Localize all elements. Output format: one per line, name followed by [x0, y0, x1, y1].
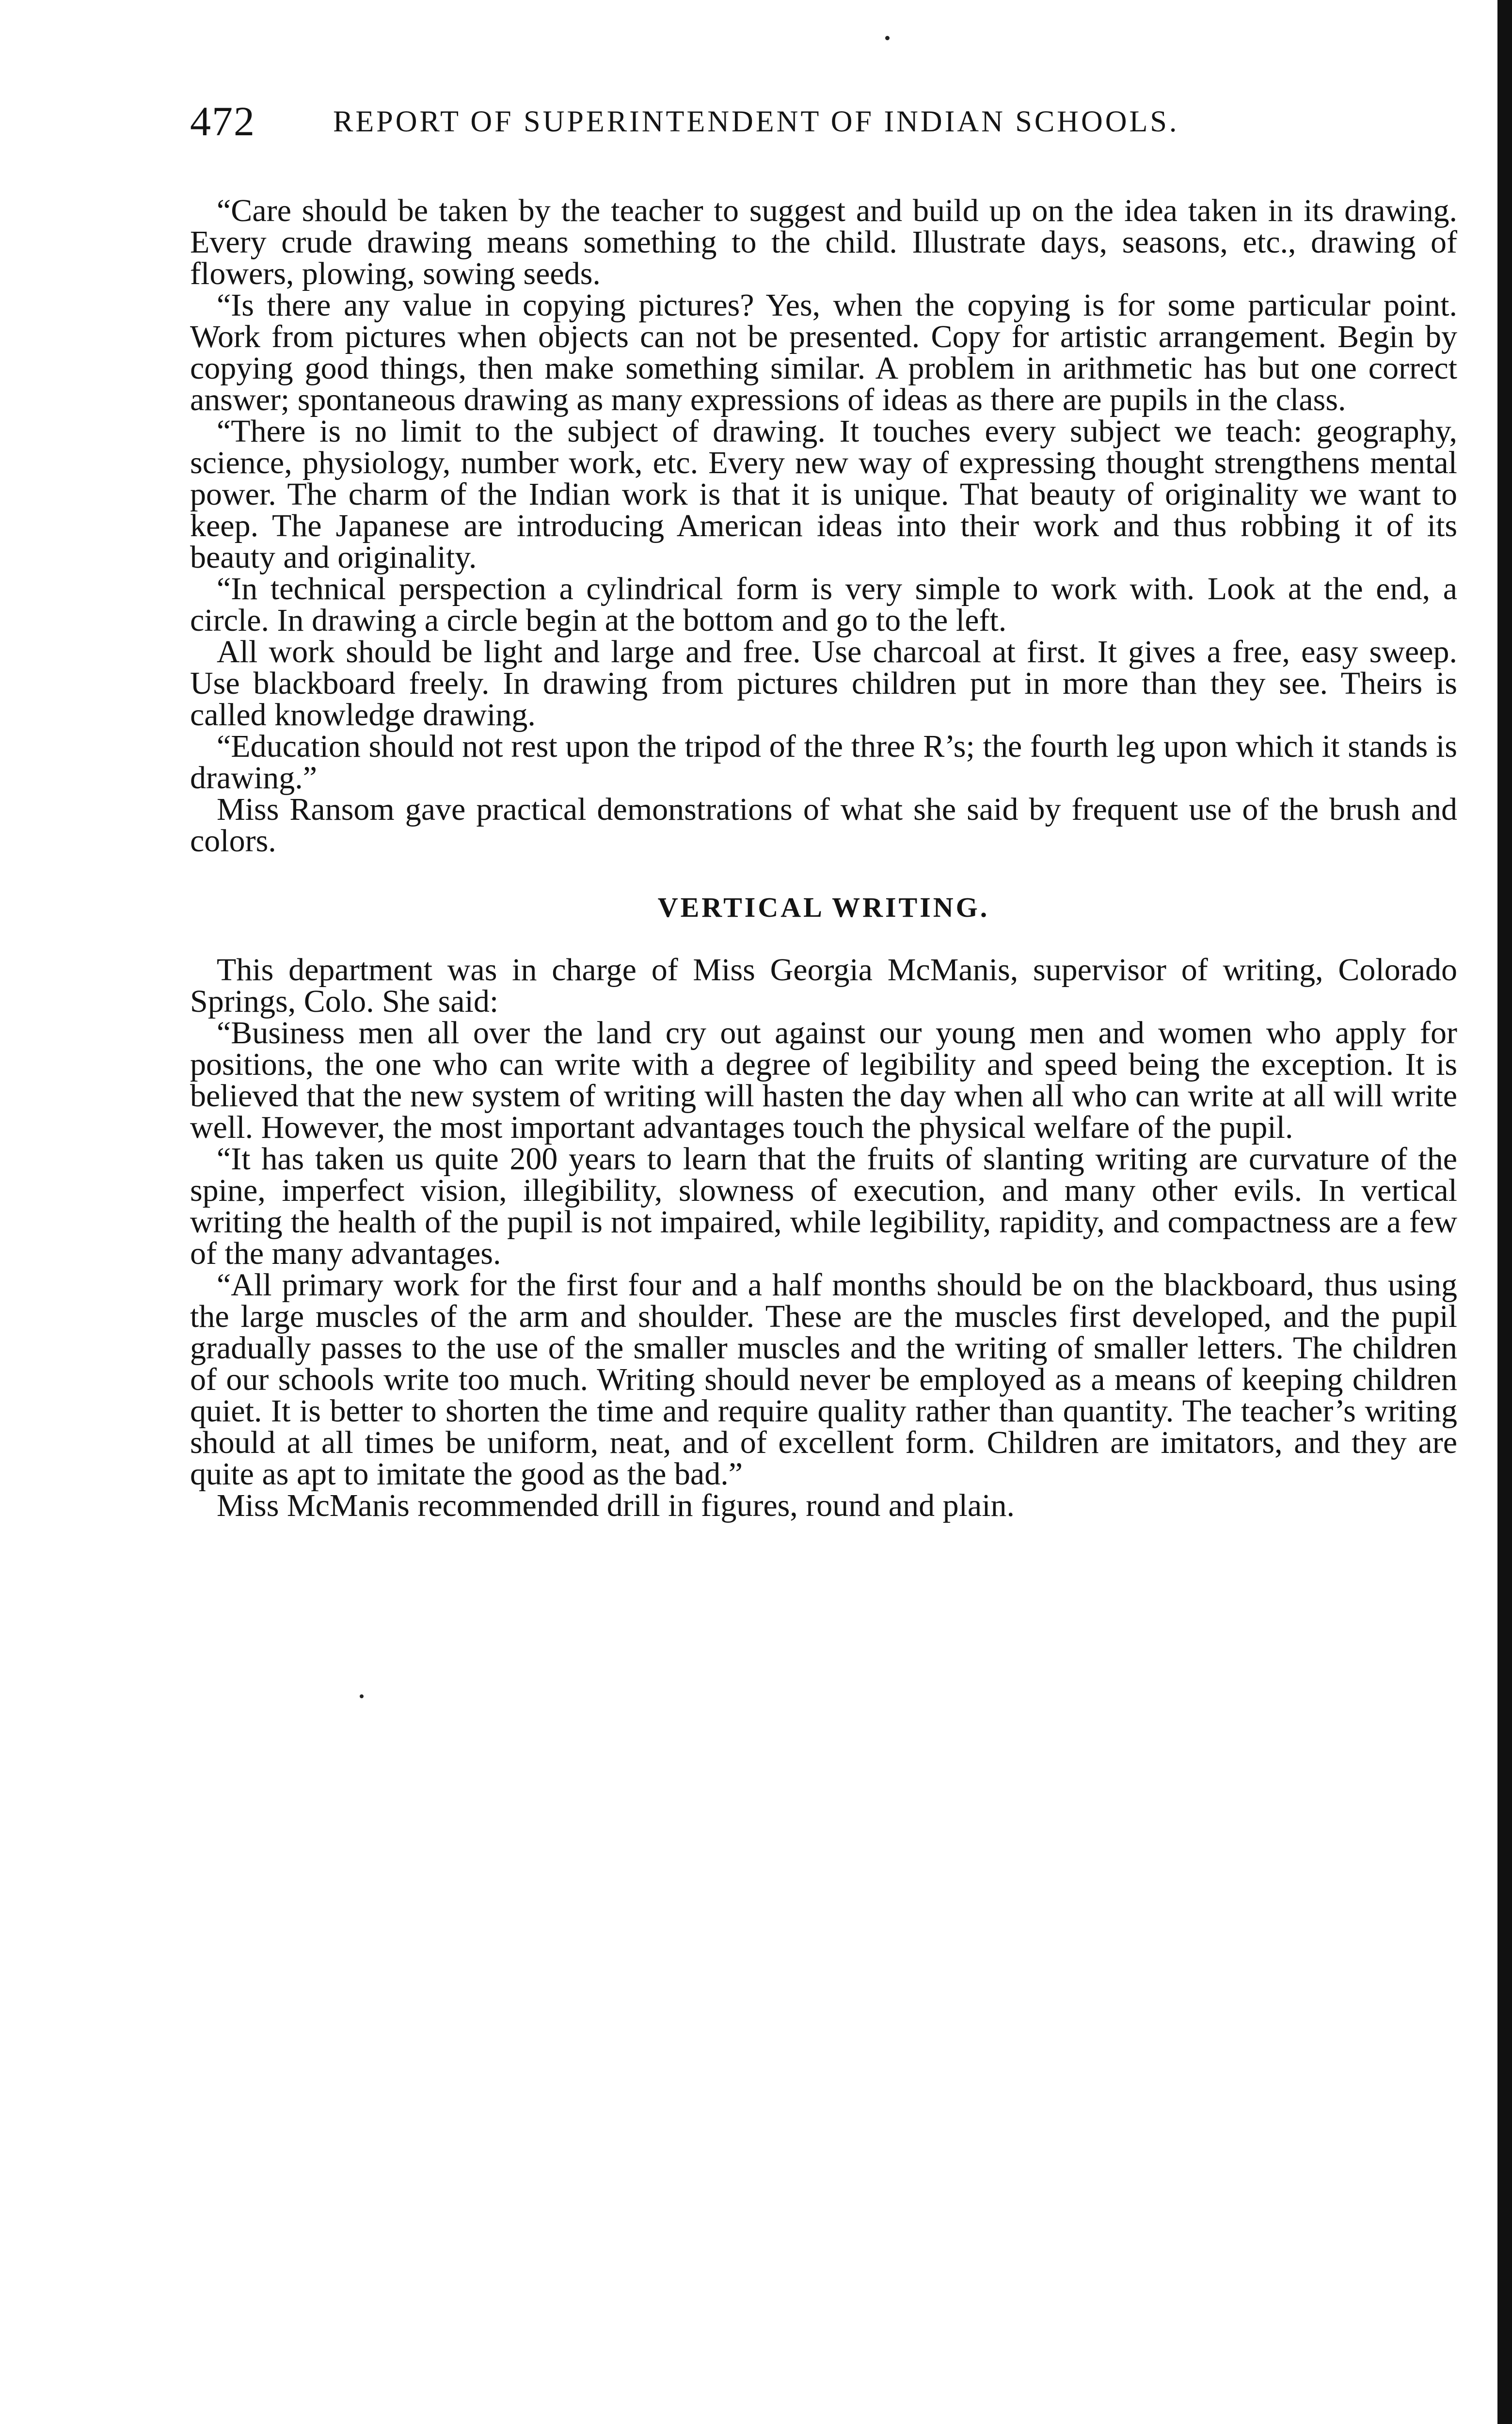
- scan-speck: [885, 36, 890, 40]
- paragraph: This department was in charge of Miss Georgia McManis, supervisor of writing, Colorado Springs, Colo. She said:: [190, 952, 1457, 1019]
- running-head: REPORT OF SUPERINTENDENT OF INDIAN SCHOOLS.: [333, 105, 1179, 138]
- page-header: [190, 97, 1457, 160]
- scan-speck: [360, 1694, 364, 1698]
- paragraph: “Care should be taken by the teacher to suggest and build up on the idea taken in its drawing. Every crude drawing means something to the child. Illustrate days, seasons, etc., drawing of flowers, plowing, sowing seeds.: [190, 193, 1457, 291]
- paragraph: “Business men all over the land cry out against our young men and women who apply for positions, the one who can write with a degree of legibility and speed being the exception. It is believed that the new system of writing will hasten the day when all who can write at all will write well. However, the most important advantages touch the physical welfare of the pupil.: [190, 1015, 1457, 1145]
- body-text: [190, 195, 1457, 1521]
- paragraph: “Education should not rest upon the tripod of the three R’s; the fourth leg upon which it stands is drawing.”: [190, 729, 1457, 796]
- paragraph: “It has taken us quite 200 years to learn that the fruits of slanting writing are curvature of the spine, imperfect vision, illegibility, slowness of execution, and many other evils. In vertical writing the health of the pupil is not impaired, while legibility, rapidity, and compactness are a few of the many advantages.: [190, 1141, 1457, 1271]
- scan-border-right: [1497, 0, 1512, 2424]
- paragraph: Miss McManis recommended drill in figures, round and plain.: [217, 1488, 1015, 1523]
- section-heading: VERTICAL WRITING.: [657, 892, 990, 923]
- paragraph: All work should be light and large and free. Use charcoal at first. It gives a free, easy sweep. Use blackboard freely. In drawing from pictures children put in more than they see. Theirs is called knowledge drawing.: [190, 634, 1457, 733]
- paragraph: “Is there any value in copying pictures? Yes, when the copying is for some particular point. Work from pictures when objects can not be presented. Copy for artistic arrangement. Begin by copying good things, then make something similar. A problem in arithmetic has but one correct answer; spontaneous drawing as many expressions of ideas as there are pupils in the class.: [190, 287, 1457, 417]
- paragraph: “There is no limit to the subject of drawing. It touches every subject we teach: geography, science, physiology, number work, etc. Every new way of expressing thought strengthens mental power. The charm of the Indian work is that it is unique. That beauty of originality we want to keep. The Japanese are introducing American ideas into their work and thus robbing it of its beauty and originality.: [190, 414, 1457, 575]
- paragraph: “In technical perspection a cylindrical form is very simple to work with. Look at the end, a circle. In drawing a circle begin at the bottom and go to the left.: [190, 571, 1457, 638]
- paragraph: “All primary work for the first four and a half months should be on the blackboard, thus using the large muscles of the arm and shoulder. These are the muscles first developed, and the pupil gradually passes to the use of the smaller muscles and the writing of smaller letters. The children of our schools write too much. Writing should never be employed as a means of keeping children quiet. It is better to shorten the time and require quality rather than quantity. The teacher’s writing should at all times be uniform, neat, and of excellent form. Children are imitators, and they are quite as apt to imitate the good as the bad.”: [190, 1267, 1457, 1492]
- page-number: 472: [190, 98, 255, 144]
- paragraph: Miss Ransom gave practical demonstrations of what she said by frequent use of the brush and colors.: [190, 792, 1457, 859]
